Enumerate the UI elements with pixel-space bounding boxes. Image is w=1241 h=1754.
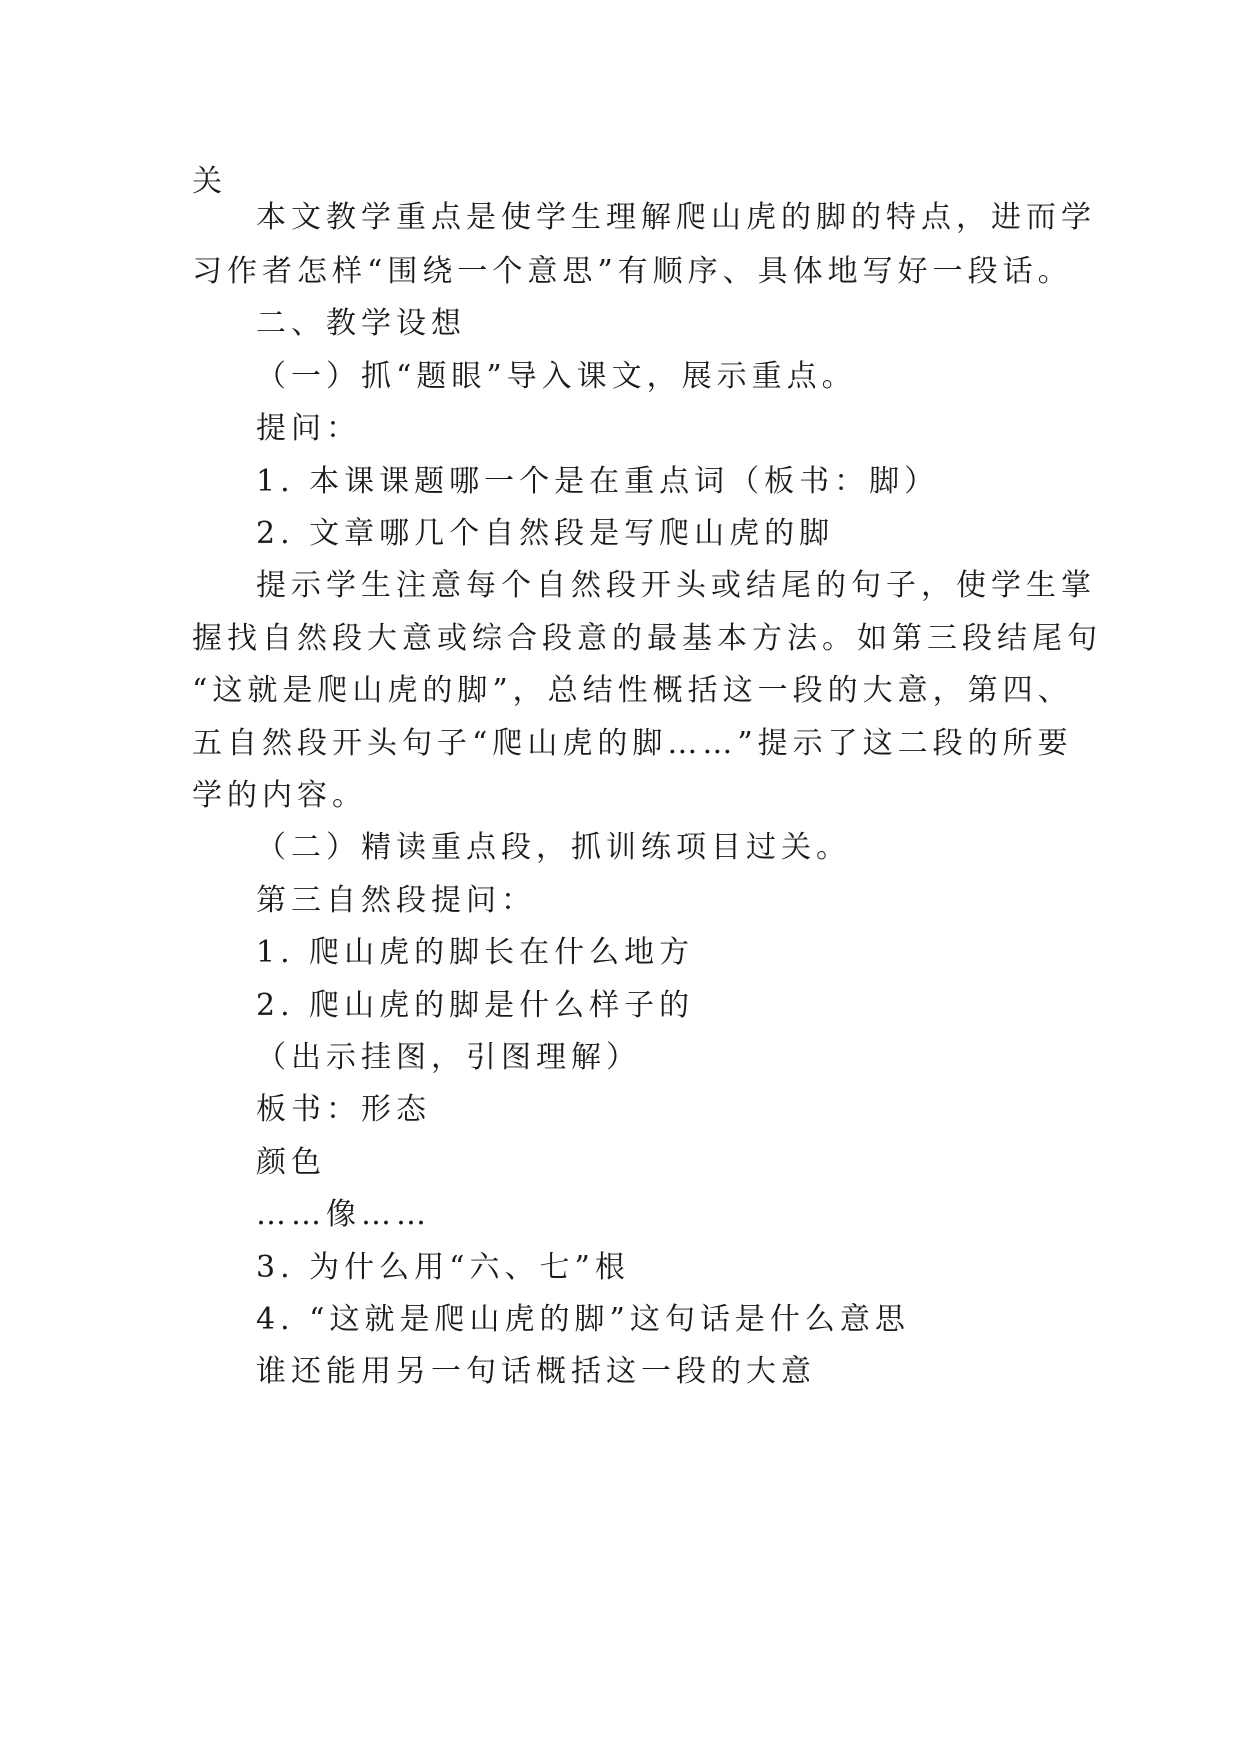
text-line: 第三自然段提问： (256, 883, 536, 918)
list-item: 2. 文章哪几个自然段是写爬山虎的脚 (256, 516, 835, 551)
text-line: 颜色 (256, 1145, 326, 1180)
text-line: 谁还能用另一句话概括这一段的大意 (256, 1354, 816, 1389)
text-line: 握找自然段大意或综合段意的最基本方法。如第三段结尾句 (192, 621, 1102, 656)
subsection-heading: （二）精读重点段，抓训练项目过关。 (256, 830, 851, 865)
list-item: 2. 爬山虎的脚是什么样子的 (256, 988, 695, 1023)
section-heading: 二、教学设想 (256, 306, 466, 341)
list-item: 1. 本课课题哪一个是在重点词（板书：脚） (256, 464, 940, 499)
text-line: 板书：形态 (256, 1092, 431, 1127)
list-item: 3. 为什么用“六、七”根 (256, 1250, 630, 1285)
list-item: 4. “这就是爬山虎的脚”这句话是什么意思 (256, 1302, 910, 1337)
text-line: “这就是爬山虎的脚”，总结性概括这一段的大意，第四、 (192, 673, 1073, 708)
text-line: ……像…… (256, 1197, 431, 1232)
text-line: 关 (192, 164, 227, 199)
text-line: 提示学生注意每个自然段开头或结尾的句子，使学生掌 (256, 568, 1096, 603)
text-line: （出示挂图，引图理解） (256, 1040, 641, 1075)
text-line: 本文教学重点是使学生理解爬山虎的脚的特点，进而学 (256, 200, 1096, 235)
text-line: 习作者怎样“围绕一个意思”有顺序、具体地写好一段话。 (192, 254, 1073, 289)
text-line: 五自然段开头句子“爬山虎的脚……”提示了这二段的所要 (192, 726, 1073, 761)
list-item: 1. 爬山虎的脚长在什么地方 (256, 935, 695, 970)
text-line: 学的内容。 (192, 778, 367, 813)
subsection-heading: （一）抓“题眼”导入课文，展示重点。 (256, 359, 857, 394)
text-line: 提问： (256, 411, 361, 446)
